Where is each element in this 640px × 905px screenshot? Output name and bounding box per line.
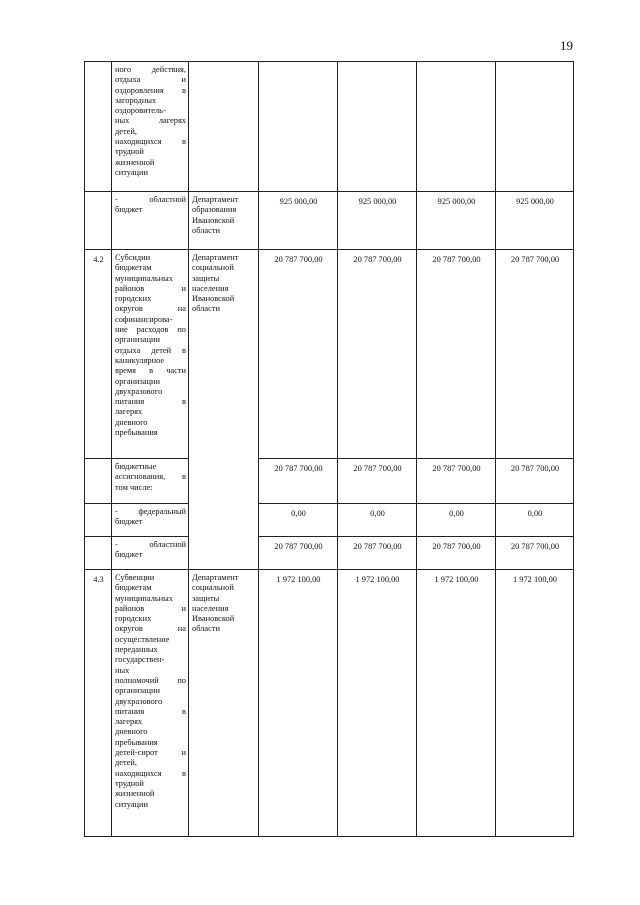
amount-cell: 20 787 700,00	[417, 250, 496, 459]
activity-name-line: оздоровитель-	[115, 106, 166, 116]
table-row	[85, 192, 574, 250]
amount-cell: 20 787 700,00	[496, 459, 574, 504]
amount-cell: 20 787 700,00	[338, 537, 417, 570]
amount-cell: 20 787 700,00	[496, 250, 574, 459]
activity-name-line: переданных	[115, 645, 158, 655]
department-line: защиты	[192, 273, 220, 283]
department-line: области	[192, 304, 220, 314]
table-row	[85, 504, 574, 537]
activity-name-line: городских	[115, 294, 152, 304]
activity-name-line: - федеральный	[115, 507, 186, 516]
amount-cell: 20 787 700,00	[259, 250, 338, 459]
amount-cell	[338, 62, 417, 192]
amount-cell	[417, 62, 496, 192]
table-row	[85, 250, 574, 459]
department-line: Департамент	[192, 253, 239, 262]
activity-name-line: детей,	[115, 758, 137, 768]
activity-name-line: ных лагерях	[115, 116, 186, 126]
amount-cell: 20 787 700,00	[417, 537, 496, 570]
amount-cell: 925 000,00	[417, 192, 496, 250]
activity-name-cell	[112, 192, 189, 250]
activity-name-line: жизненной	[115, 157, 155, 167]
amount-cell: 925 000,00	[496, 192, 574, 250]
activity-name-line: лагерях	[115, 407, 143, 417]
activity-name-line: Субсидии	[115, 253, 151, 262]
amount-cell: 1 972 100,00	[496, 570, 574, 837]
amount-cell: 1 972 100,00	[417, 570, 496, 837]
amount-cell: 1 972 100,00	[259, 570, 338, 837]
activity-name-line: городских	[115, 614, 152, 624]
activity-name-line: ных	[115, 665, 130, 675]
activity-name-line: время в части	[115, 366, 186, 376]
row-number-cell	[85, 537, 112, 570]
activity-name-line: организации	[115, 686, 160, 696]
activity-name-line: бюджет	[115, 205, 143, 215]
amount-cell: 20 787 700,00	[338, 459, 417, 504]
department-cell	[189, 192, 259, 250]
department-line: населения	[192, 283, 229, 293]
activity-name-line: районов и	[115, 603, 186, 613]
activity-name-line: осуществление	[115, 634, 170, 644]
department-line: защиты	[192, 593, 220, 603]
department-line: области	[192, 225, 220, 235]
activity-name-line: отдыха детей в	[115, 345, 186, 355]
amount-cell	[259, 62, 338, 192]
department-line: населения	[192, 603, 229, 613]
amount-cell: 0,00	[259, 504, 338, 537]
activity-name-line: организации	[115, 335, 160, 345]
department-line: Ивановской	[192, 294, 235, 304]
activity-name-line: Субвенции	[115, 573, 155, 582]
activity-name-line: пребывания	[115, 737, 158, 747]
activity-name-line: бюджетам	[115, 263, 152, 273]
activity-name-line: районов и	[115, 283, 186, 293]
department-cell	[189, 250, 259, 570]
activity-name-line: трудной	[115, 778, 144, 788]
activity-name-line: муниципальных	[115, 593, 173, 603]
activity-name-line: бюджетные	[115, 462, 157, 471]
department-cell	[189, 570, 259, 837]
amount-cell: 925 000,00	[338, 192, 417, 250]
activity-name-line: бюджет	[115, 550, 143, 560]
activity-name-line: - областной	[115, 195, 186, 204]
row-number-cell	[85, 62, 112, 192]
activity-name-line: двухразового	[115, 696, 163, 706]
row-number-cell: 4.3	[85, 570, 112, 837]
amount-cell: 925 000,00	[259, 192, 338, 250]
activity-name-line: загородных	[115, 95, 157, 105]
activity-name-cell	[112, 62, 189, 192]
department-line: социальной	[192, 583, 234, 593]
table-row	[85, 570, 574, 837]
table-row	[85, 537, 574, 570]
department-line: Департамент	[192, 573, 239, 582]
row-number-cell: 4.2	[85, 250, 112, 459]
activity-name-line: ние расходов по	[115, 325, 186, 335]
activity-name-line: трудной	[115, 147, 144, 157]
activity-name-line: каникулярное	[115, 355, 165, 365]
activity-name-line: государствен-	[115, 655, 165, 665]
activity-name-line: ассигнования, в	[115, 472, 186, 482]
activity-name-cell	[112, 504, 189, 537]
amount-cell: 20 787 700,00	[417, 459, 496, 504]
department-line: Департамент	[192, 195, 239, 204]
activity-name-line: пребывания	[115, 428, 158, 438]
activity-name-line: находящихся в	[115, 768, 186, 778]
activity-name-cell	[112, 570, 189, 837]
department-line: образования	[192, 205, 237, 215]
amount-cell: 0,00	[496, 504, 574, 537]
amount-cell: 0,00	[417, 504, 496, 537]
activity-name-cell	[112, 250, 189, 459]
activity-name-line: организации	[115, 376, 160, 386]
activity-name-line: двухразового	[115, 386, 163, 396]
row-number-cell	[85, 192, 112, 250]
activity-name-line: бюджетам	[115, 583, 152, 593]
department-line: Ивановской	[192, 614, 235, 624]
activity-name-line: находящихся в	[115, 137, 186, 147]
activity-name-line: питания в	[115, 397, 186, 407]
activity-name-line: том числе:	[115, 482, 153, 492]
activity-name-line: ситуации	[115, 167, 148, 177]
activity-name-line: софинансирова-	[115, 314, 173, 324]
activity-name-line: ного действия,	[115, 65, 186, 74]
activity-name-line: отдыха и	[115, 75, 186, 85]
table-row	[85, 459, 574, 504]
amount-cell: 1 972 100,00	[338, 570, 417, 837]
activity-name-line: округов на	[115, 624, 186, 634]
activity-name-line: оздоровления в	[115, 85, 186, 95]
row-number-cell	[85, 459, 112, 504]
activity-name-line: лагерях	[115, 717, 143, 727]
department-cell	[189, 62, 259, 192]
department-line: социальной	[192, 263, 234, 273]
department-line: Ивановской	[192, 215, 235, 225]
amount-cell: 20 787 700,00	[259, 459, 338, 504]
activity-name-line: детей,	[115, 126, 137, 136]
activity-name-line: муниципальных	[115, 273, 173, 283]
activity-name-line: дневного	[115, 417, 148, 427]
activity-name-line: полномочий по	[115, 675, 186, 685]
activity-name-line: дневного	[115, 727, 148, 737]
table-row	[85, 62, 574, 192]
activity-name-line: жизненной	[115, 789, 155, 799]
activity-name-cell	[112, 537, 189, 570]
amount-cell: 20 787 700,00	[259, 537, 338, 570]
amount-cell	[496, 62, 574, 192]
amount-cell: 0,00	[338, 504, 417, 537]
amount-cell: 20 787 700,00	[496, 537, 574, 570]
activity-name-line: питания в	[115, 706, 186, 716]
activity-name-line: округов на	[115, 304, 186, 314]
page-number: 19	[560, 38, 573, 53]
activity-name-line: ситуации	[115, 799, 148, 809]
department-line: области	[192, 624, 220, 634]
activity-name-cell	[112, 459, 189, 504]
activity-name-line: - областной	[115, 540, 186, 549]
row-number-cell	[85, 504, 112, 537]
amount-cell: 20 787 700,00	[338, 250, 417, 459]
activity-name-line: бюджет	[115, 517, 143, 527]
activity-name-line: детей-сирот и	[115, 748, 186, 758]
budget-table	[84, 61, 574, 837]
